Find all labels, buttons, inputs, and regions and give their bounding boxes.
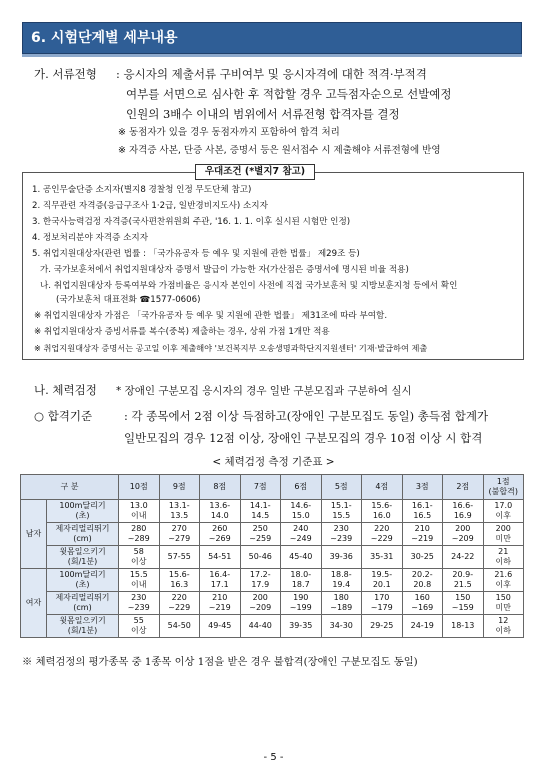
table-row <box>21 569 524 592</box>
score-cell: 13.1- 13.5 <box>159 500 200 523</box>
event-cell: 제자리멀리뛰기 (cm) <box>47 523 119 546</box>
score-cell: 210 ~219 <box>200 592 241 615</box>
score-cell: 13.0 이내 <box>119 500 160 523</box>
score-cell: 34-30 <box>321 615 362 638</box>
header-category: 구 분 <box>21 475 119 500</box>
score-cell: 29-25 <box>362 615 403 638</box>
header-score-9: 2점 <box>443 475 484 500</box>
score-cell: 49-45 <box>200 615 241 638</box>
score-cell: 17.0 이후 <box>483 500 524 523</box>
pass-criteria-text-2: 일반모집의 경우 12점 이상, 장애인 구분모집의 경우 10점 이상 시 합격 <box>124 431 483 445</box>
table-row <box>21 615 524 638</box>
score-cell: 20.9- 21.5 <box>443 569 484 592</box>
score-cell: 230 ~239 <box>119 592 160 615</box>
event-cell: 100m달리기 (초) <box>47 500 119 523</box>
header-score-4: 7점 <box>240 475 281 500</box>
score-cell: 18-13 <box>443 615 484 638</box>
score-cell: 150 미만 <box>483 592 524 615</box>
preference-item-5b: 나. 취업지원대상자 등록여부와 가점비율은 응시자 본인이 사전에 직접 국가보훈처 및 지방보훈지청 등에서 확인 <box>40 281 458 291</box>
table-footnote: ※ 체력검정의 평가종목 중 1종목 이상 1점을 받은 경우 불합격(장애인 구분모집도 동일) <box>22 656 418 668</box>
pass-criteria-label: ○ 합격기준 <box>34 409 93 423</box>
score-cell: 24-19 <box>402 615 443 638</box>
score-cell: 35-31 <box>362 546 403 569</box>
score-cell: 58 이상 <box>119 546 160 569</box>
table-row <box>21 546 524 569</box>
table-row <box>21 592 524 615</box>
score-cell: 45-40 <box>281 546 322 569</box>
score-cell: 150 ~159 <box>443 592 484 615</box>
score-cell: 54-51 <box>200 546 241 569</box>
preference-item-5: 5. 취업지원대상자(관련 법률 : 「국가유공자 등 예우 및 지원에 관한 법률」 제29조 등) <box>32 249 360 259</box>
score-cell: 160 ~169 <box>402 592 443 615</box>
screening-note-1: ※ 동점자가 있을 경우 동점자까지 포함하여 합격 처리 <box>118 127 340 138</box>
document-screening-text-1: : 응시자의 제출서류 구비여부 및 응시자격에 대한 적격·부적격 <box>116 67 427 81</box>
score-cell: 30-25 <box>402 546 443 569</box>
event-cell: 윗몸일으키기 (회/1분) <box>47 546 119 569</box>
score-cell: 240 ~249 <box>281 523 322 546</box>
score-cell: 200 ~209 <box>240 592 281 615</box>
preference-box-title: 우대조건 (*별지7 참고) <box>195 164 315 180</box>
score-cell: 18.0- 18.7 <box>281 569 322 592</box>
preference-item-3: 3. 한국사능력검정 자격증(국사편찬위원회 주관, '16. 1. 1. 이후 실시된 시험만 인정) <box>32 217 351 227</box>
table-row <box>21 523 524 546</box>
header-score-5: 6점 <box>281 475 322 500</box>
sex-cell: 남자 <box>21 500 47 569</box>
score-cell: 270 ~279 <box>159 523 200 546</box>
section-header <box>22 22 522 54</box>
score-cell: 20.2- 20.8 <box>402 569 443 592</box>
score-cell: 200 ~209 <box>443 523 484 546</box>
header-score-10: 1점 (불합격) <box>483 475 524 500</box>
header-score-2: 9점 <box>159 475 200 500</box>
table-row <box>21 500 524 523</box>
score-cell: 13.6- 14.0 <box>200 500 241 523</box>
score-cell: 39-35 <box>281 615 322 638</box>
score-cell: 170 ~179 <box>362 592 403 615</box>
score-cell: 200 미만 <box>483 523 524 546</box>
score-cell: 50-46 <box>240 546 281 569</box>
score-cell: 19.5- 20.1 <box>362 569 403 592</box>
score-cell: 190 ~199 <box>281 592 322 615</box>
page-number: - 5 - <box>263 752 284 763</box>
header-score-1: 10점 <box>119 475 160 500</box>
score-cell: 16.6- 16.9 <box>443 500 484 523</box>
score-cell: 24-22 <box>443 546 484 569</box>
preference-item-5a: 가. 국가보훈처에서 취업지원대상자 증명서 발급이 가능한 자(가산점은 증명서에 명시된 비율 적용) <box>40 265 409 275</box>
score-cell: 21.6 이후 <box>483 569 524 592</box>
score-cell: 230 ~239 <box>321 523 362 546</box>
score-cell: 16.1- 16.5 <box>402 500 443 523</box>
preference-item-2: 2. 직무관련 자격증(응급구조사 1·2급, 일반경비지도사) 소지자 <box>32 201 268 211</box>
score-cell: 18.8- 19.4 <box>321 569 362 592</box>
score-cell: 15.6- 16.0 <box>362 500 403 523</box>
preference-note-3: ※ 취업지원대상자 증명서는 공고일 이후 제출해야 '보건복지부 오송생명과학단지지원센터' 기재·발급하여 제출 <box>34 343 428 353</box>
preference-note-2: ※ 취업지원대상자 증빙서류를 복수(중복) 제출하는 경우, 상위 가점 1개만 적용 <box>34 327 330 337</box>
header-score-3: 8점 <box>200 475 241 500</box>
document-screening-text-3: 인원의 3배수 이내의 범위에서 서류전형 합격자를 결정 <box>126 107 400 121</box>
header-score-7: 4점 <box>362 475 403 500</box>
document-screening-label: 가. 서류전형 <box>34 67 97 81</box>
score-cell: 21 이하 <box>483 546 524 569</box>
score-cell: 12 이하 <box>483 615 524 638</box>
score-cell: 16.4- 17.1 <box>200 569 241 592</box>
score-cell: 180 ~189 <box>321 592 362 615</box>
score-cell: 54-50 <box>159 615 200 638</box>
event-cell: 100m달리기 (초) <box>47 569 119 592</box>
table-header-row <box>21 475 524 500</box>
header-score-8: 3점 <box>402 475 443 500</box>
header-divider <box>22 54 522 57</box>
document-screening-text-2: 여부를 서면으로 심사한 후 적합할 경우 고득점자순으로 선발예정 <box>126 87 452 101</box>
score-cell: 250 ~259 <box>240 523 281 546</box>
score-cell: 15.6- 16.3 <box>159 569 200 592</box>
score-cell: 15.5 이내 <box>119 569 160 592</box>
score-cell: 280 ~289 <box>119 523 160 546</box>
physical-test-label: 나. 체력검정 <box>34 383 97 397</box>
preference-item-1: 1. 공인무술단증 소지자(별지8 경찰청 인정 무도단체 참고) <box>32 185 252 195</box>
score-cell: 15.1- 15.5 <box>321 500 362 523</box>
score-cell: 55 이상 <box>119 615 160 638</box>
pass-criteria-text-1: : 각 종목에서 2점 이상 득점하고(장애인 구분모집도 동일) 총득점 합계가 <box>124 409 489 423</box>
preference-item-4: 4. 정보처리분야 자격증 소지자 <box>32 233 149 243</box>
score-cell: 210 ~219 <box>402 523 443 546</box>
score-cell: 14.6- 15.0 <box>281 500 322 523</box>
score-cell: 39-36 <box>321 546 362 569</box>
score-cell: 260 ~269 <box>200 523 241 546</box>
table-caption: < 체력검정 측정 기준표 > <box>212 456 335 468</box>
score-cell: 220 ~229 <box>362 523 403 546</box>
score-cell: 17.2- 17.9 <box>240 569 281 592</box>
event-cell: 제자리멀리뛰기 (cm) <box>47 592 119 615</box>
preference-item-phone: (국가보훈처 대표전화 ☎1577-0606) <box>56 295 201 305</box>
sex-cell: 여자 <box>21 569 47 638</box>
physical-test-note: * 장애인 구분모집 응시자의 경우 일반 구분모집과 구분하여 실시 <box>116 385 412 397</box>
score-cell: 220 ~229 <box>159 592 200 615</box>
section-title: 6. 시험단계별 세부내용 <box>31 30 178 46</box>
score-cell: 14.1- 14.5 <box>240 500 281 523</box>
screening-note-2: ※ 자격증 사본, 단증 사본, 증명서 등은 원서접수 시 제출해야 서류전형에 반영 <box>118 145 441 156</box>
score-cell: 44-40 <box>240 615 281 638</box>
score-cell: 57-55 <box>159 546 200 569</box>
preference-note-1: ※ 취업지원대상자 가점은 「국가유공자 등 예우 및 지원에 관한 법률」 제31조에 따라 부여함. <box>34 311 388 321</box>
physical-test-table <box>20 474 524 638</box>
header-score-6: 5점 <box>321 475 362 500</box>
event-cell: 윗몸일으키기 (회/1분) <box>47 615 119 638</box>
